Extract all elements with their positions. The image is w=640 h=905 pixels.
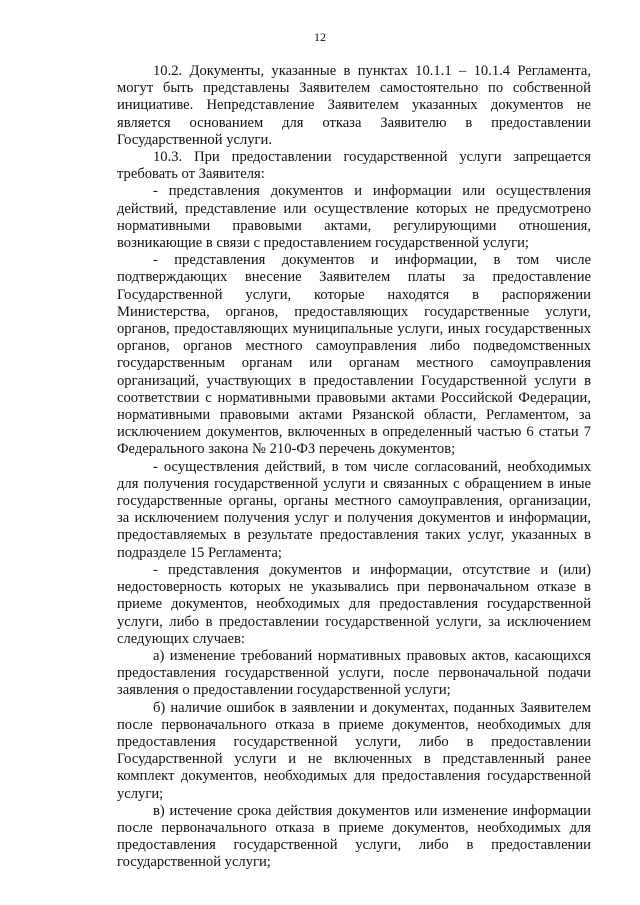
- exception-c: в) истечение срока действия документов или изменение информации после первоначального отказа в приеме документов, необходимых для предоставления государственной услуги, либо в предоставлении государственной услуги;: [117, 802, 591, 871]
- paragraph-10-3: 10.3. При предоставлении государственной услуги запрещается требовать от Заявителя:: [117, 149, 591, 183]
- document-body: [117, 63, 591, 872]
- list-item-documents-not-indicated: - представления документов и информации, отсутствие и (или) недостоверность которых не указывались при первоначальном отказе в приеме документов, необходимых для предоставления государственной услуги, либо в предоставлении государственной услуги, за исключением следующих случаев:: [117, 561, 591, 647]
- page-number: 12: [314, 30, 326, 44]
- exception-b: б) наличие ошибок в заявлении и документах, поданных Заявителем после первоначального отказа в приеме документов, необходимых для предоставления государственной услуги, либо в предоставлении Государственной услуги и не включенных в представленный ранее комплект документов, необходимых для предоставления государственной услуги;: [117, 699, 591, 802]
- exception-a: а) изменение требований нормативных правовых актов, касающихся предоставления государственной услуги, после первоначальной подачи заявления о предоставлении государственной услуги;: [117, 647, 591, 699]
- paragraph-10-2: 10.2. Документы, указанные в пунктах 10.1.1 – 10.1.4 Регламента, могут быть представлены Заявителем самостоятельно по собственной инициативе. Непредставление Заявителем указанных документов не является основанием для отказа Заявителю в предоставлении Государственной услуги.: [117, 63, 591, 148]
- list-item-documents-not-required: - представления документов и информации или осуществления действий, представление или осуществление которых не предусмотрено нормативными правовыми актами, регулирующими отношения, возникающие в связи с предоставлением государственной услуги;: [117, 183, 591, 252]
- list-item-actions-approvals: - осуществления действий, в том числе согласований, необходимых для получения государственной услуги и связанных с обращением в иные государственные органы, органы местного самоуправления, организации, за исключением получения услуг и получения документов и информации, предоставляемых в результате предоставления таких услуг, указанных в подразделе 15 Регламента;: [117, 458, 591, 561]
- list-item-documents-in-possession: - представления документов и информации, в том числе подтверждающих внесение Заявителем платы за предоставление Государственной услуги, которые находятся в распоряжении Министерства, органов, предоставляющих государственные услуги, органов, предоставляющих муниципальные услуги, иных государственных органов, органов местного самоуправления либо подведомственных государственным органам или органам местного самоуправления организаций, участвующих в предоставлении Государственной услуги в соответствии с нормативными правовыми актами Российской Федерации, нормативными правовыми актами Рязанской области, Регламентом, за исключением документов, включенных в определенный частью 6 статьи 7 Федерального закона № 210-ФЗ перечень документов;: [117, 252, 591, 458]
